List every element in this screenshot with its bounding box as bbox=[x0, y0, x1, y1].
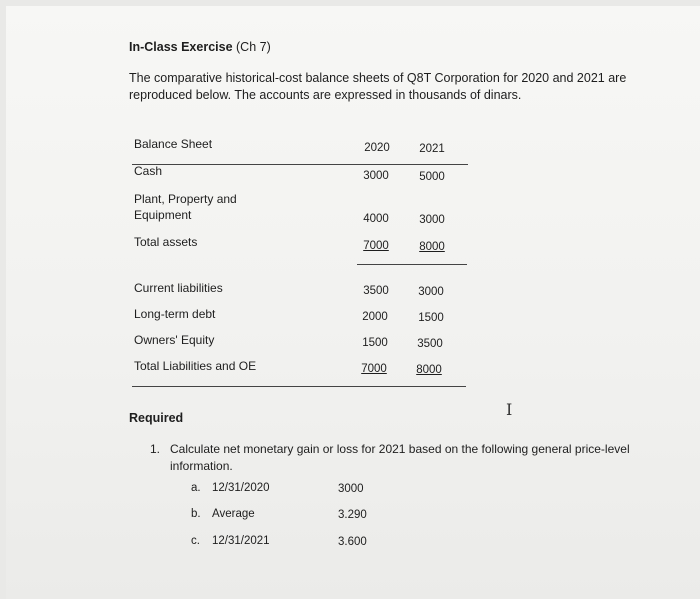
row-ppe-2020: 4000 bbox=[363, 213, 389, 225]
subitem-value: 3000 bbox=[338, 483, 364, 495]
subitem-letter: a. bbox=[191, 482, 201, 494]
row-ppe-label-line2: Equipment bbox=[134, 208, 192, 222]
question-1 bbox=[150, 441, 630, 475]
subitem-label: 12/31/2020 bbox=[212, 482, 270, 494]
question-text: Calculate net monetary gain or loss for 2021 based on the following general price-level information. bbox=[170, 442, 630, 473]
subitem-label: Average bbox=[212, 508, 255, 520]
row-current-liabilities-2020: 3500 bbox=[363, 285, 389, 297]
row-total-liabilities-oe-label: Total Liabilities and OE bbox=[134, 359, 257, 373]
row-current-liabilities-2021: 3000 bbox=[418, 286, 444, 298]
row-long-term-debt-label: Long-term debt bbox=[134, 307, 216, 321]
row-owners-equity-label: Owners' Equity bbox=[134, 333, 215, 347]
table-header-label: Balance Sheet bbox=[134, 137, 213, 151]
row-ppe-2021: 3000 bbox=[419, 214, 445, 226]
row-owners-equity-2020: 1500 bbox=[362, 337, 388, 349]
row-total-assets-2020: 7000 bbox=[363, 240, 389, 252]
bottom-rule bbox=[132, 386, 466, 387]
row-total-liabilities-oe-2021: 8000 bbox=[416, 364, 442, 376]
text-cursor-icon: I bbox=[506, 400, 513, 419]
subitem-letter: b. bbox=[191, 508, 201, 520]
row-total-liabilities-oe-2020: 7000 bbox=[361, 363, 387, 375]
intro-paragraph: The comparative historical-cost balance sheets of Q8T Corporation for 2020 and 2021 are reproduced below. The accounts are expressed in thousands of dinars. bbox=[129, 71, 627, 102]
row-long-term-debt-2021: 1500 bbox=[418, 312, 444, 324]
table-header-2020: 2020 bbox=[364, 142, 390, 154]
row-current-liabilities-label: Current liabilities bbox=[134, 281, 223, 295]
table-header-2021: 2021 bbox=[419, 143, 445, 155]
row-long-term-debt-2020: 2000 bbox=[362, 311, 388, 323]
question-number: 1. bbox=[150, 442, 161, 456]
total-assets-rule bbox=[357, 264, 467, 265]
subitem-value: 3.600 bbox=[338, 536, 367, 548]
row-cash-2020: 3000 bbox=[363, 170, 389, 182]
row-owners-equity-2021: 3500 bbox=[417, 338, 443, 350]
row-cash-2021: 5000 bbox=[419, 171, 445, 183]
required-heading: Required bbox=[129, 411, 184, 425]
subitem-value: 3.290 bbox=[338, 509, 367, 521]
row-ppe-label-line1: Plant, Property and bbox=[134, 192, 237, 206]
subitem-label: 12/31/2021 bbox=[212, 535, 270, 547]
subitem-letter: c. bbox=[191, 535, 200, 547]
row-cash-label: Cash bbox=[134, 164, 163, 178]
row-total-assets-label: Total assets bbox=[134, 235, 198, 249]
row-total-assets-2021: 8000 bbox=[419, 241, 445, 253]
header-rule bbox=[132, 164, 468, 165]
exercise-title: In-Class Exercise (Ch 7) bbox=[129, 40, 271, 54]
